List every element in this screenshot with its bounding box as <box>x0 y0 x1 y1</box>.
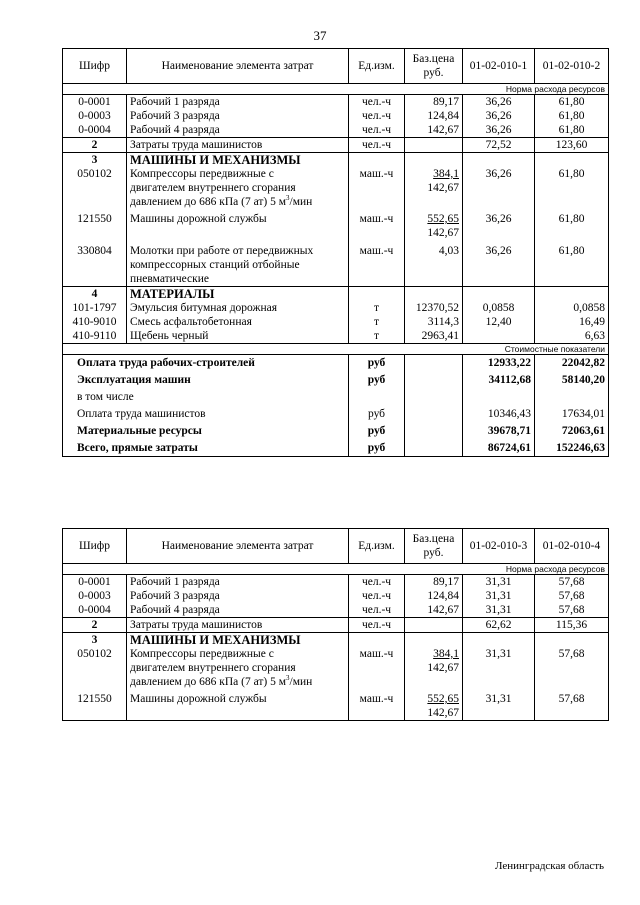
cell-name: Рабочий 3 разряда <box>127 589 349 603</box>
cell-v2: 57,68 <box>535 689 609 721</box>
cell-code: 121550 <box>63 689 127 721</box>
band-cost: Стоимостные показатели <box>63 344 609 355</box>
total-unit: руб <box>349 355 405 372</box>
header-code: Шифр <box>63 529 127 564</box>
cell-name <box>127 647 349 689</box>
cell-name: Машины дорожной службы <box>127 689 349 721</box>
cell-v1: 31,31 <box>463 589 535 603</box>
cell-v2: 61,80 <box>535 167 609 209</box>
band-row <box>63 84 609 95</box>
cell-code: 410-9010 <box>63 315 127 329</box>
cell-name: Рабочий 4 разряда <box>127 123 349 138</box>
price-labor: 142,67 <box>427 182 459 194</box>
cell-code: 2 <box>63 618 127 633</box>
cell-v1: 31,31 <box>463 647 535 689</box>
section-title: МАТЕРИАЛЫ <box>127 287 349 302</box>
table-row <box>63 109 609 123</box>
cell-v1: 72,52 <box>463 138 535 153</box>
header-price-line2: руб. <box>423 67 444 79</box>
cell-name: Щебень черный <box>127 329 349 344</box>
total-row <box>63 355 609 372</box>
cell-unit: чел.-ч <box>349 575 405 590</box>
total-v1: 86724,61 <box>463 440 535 457</box>
cell-price <box>405 209 463 240</box>
cell-unit: маш.-ч <box>349 647 405 689</box>
cell-v2: 61,80 <box>535 240 609 287</box>
header-unit: Ед.изм. <box>349 529 405 564</box>
header-price-line2: руб. <box>423 547 444 559</box>
header-price <box>405 529 463 564</box>
cell-v1 <box>463 329 535 344</box>
cell-code: 0-0001 <box>63 575 127 590</box>
cell-unit: чел.-ч <box>349 589 405 603</box>
total-v2: 22042,82 <box>535 355 609 372</box>
table-row <box>63 618 609 633</box>
cell-v2: 57,68 <box>535 603 609 618</box>
total-name: Материальные ресурсы <box>63 423 349 440</box>
cost-table-2 <box>62 528 609 721</box>
total-v1: 34112,68 <box>463 372 535 389</box>
band-norm: Норма расхода ресурсов <box>63 564 609 575</box>
total-v1: 12933,22 <box>463 355 535 372</box>
table-row <box>63 240 609 287</box>
band-row <box>63 564 609 575</box>
cell-price: 142,67 <box>405 123 463 138</box>
price-labor: 142,67 <box>427 707 459 719</box>
name-line: Компрессоры передвижные с <box>130 648 274 660</box>
cell-v2: 57,68 <box>535 589 609 603</box>
cell-v1: 31,31 <box>463 603 535 618</box>
price-main: 552,65 <box>427 213 459 225</box>
cell-v2: 61,80 <box>535 209 609 240</box>
cell-v1: 62,62 <box>463 618 535 633</box>
name-line: двигателем внутреннего сгорания <box>130 182 296 194</box>
total-v2: 58140,20 <box>535 372 609 389</box>
page-number: 37 <box>313 28 327 43</box>
cell-price: 142,67 <box>405 603 463 618</box>
header-name: Наименование элемента затрат <box>127 529 349 564</box>
cell-code: 0-0001 <box>63 95 127 110</box>
price-main: 384,1 <box>433 168 459 180</box>
cell-v1: 31,31 <box>463 575 535 590</box>
cell-price: 89,17 <box>405 95 463 110</box>
total-v1: 39678,71 <box>463 423 535 440</box>
name-line: /мин <box>289 196 313 208</box>
cell-name: Затраты труда машинистов <box>127 618 349 633</box>
section-title: МАШИНЫ И МЕХАНИЗМЫ <box>127 153 349 168</box>
total-v2: 72063,61 <box>535 423 609 440</box>
cell-name <box>127 167 349 209</box>
header-price-line1: Баз.цена <box>412 533 455 545</box>
cell-name: Эмульсия битумная дорожная <box>127 301 349 315</box>
cell-name: Рабочий 3 разряда <box>127 109 349 123</box>
table-row <box>63 315 609 329</box>
cell-v2: 6,63 <box>535 329 609 344</box>
price-labor: 142,67 <box>427 227 459 239</box>
cell-code: 121550 <box>63 209 127 240</box>
total-name: в том числе <box>63 389 349 406</box>
cell-v1: 31,31 <box>463 689 535 721</box>
cell-name: Затраты труда машинистов <box>127 138 349 153</box>
superscript: 3 <box>286 194 290 203</box>
total-unit: руб <box>349 423 405 440</box>
cell-unit: маш.-ч <box>349 209 405 240</box>
cell-v1: 36,26 <box>463 167 535 209</box>
cell-name: Рабочий 4 разряда <box>127 603 349 618</box>
cell-price <box>405 689 463 721</box>
cell-price: 124,84 <box>405 109 463 123</box>
cell-code: 0-0004 <box>63 123 127 138</box>
cell-price <box>405 167 463 209</box>
cell-unit: чел.-ч <box>349 123 405 138</box>
cell-unit: чел.-ч <box>349 109 405 123</box>
cell-price: 4,03 <box>405 240 463 287</box>
cell-v1: 0,0858 <box>463 301 535 315</box>
total-unit: руб <box>349 440 405 457</box>
total-row <box>63 440 609 457</box>
cell-code: 2 <box>63 138 127 153</box>
header-col2: 01-02-010-2 <box>535 49 609 84</box>
table-row <box>63 138 609 153</box>
cell-v1: 36,26 <box>463 95 535 110</box>
cell-v1: 36,26 <box>463 240 535 287</box>
cell-unit: чел.-ч <box>349 603 405 618</box>
header-col1: 01-02-010-3 <box>463 529 535 564</box>
name-line: Молотки при работе от передвижных <box>130 245 314 257</box>
cell-v2: 61,80 <box>535 95 609 110</box>
cell-price <box>405 138 463 153</box>
section-title: МАШИНЫ И МЕХАНИЗМЫ <box>127 633 349 648</box>
name-line: двигателем внутреннего сгорания <box>130 662 296 674</box>
cell-price: 124,84 <box>405 589 463 603</box>
section-row <box>63 633 609 648</box>
table-row <box>63 329 609 344</box>
band-norm: Норма расхода ресурсов <box>63 84 609 95</box>
cell-name: Смесь асфальтобетонная <box>127 315 349 329</box>
cell-code: 410-9110 <box>63 329 127 344</box>
section-code: 4 <box>63 287 127 302</box>
price-labor: 142,67 <box>427 662 459 674</box>
table-row <box>63 603 609 618</box>
table-header <box>63 529 609 564</box>
total-v1: 10346,43 <box>463 406 535 423</box>
cell-name: Рабочий 1 разряда <box>127 95 349 110</box>
table-row <box>63 647 609 689</box>
cell-v2: 0,0858 <box>535 301 609 315</box>
total-row <box>63 372 609 389</box>
cell-name: Рабочий 1 разряда <box>127 575 349 590</box>
cell-v2: 16,49 <box>535 315 609 329</box>
cell-v2: 123,60 <box>535 138 609 153</box>
section-code: 3 <box>63 633 127 648</box>
header-price <box>405 49 463 84</box>
name-line: /мин <box>289 676 313 688</box>
cell-name <box>127 240 349 287</box>
cell-v1: 36,26 <box>463 109 535 123</box>
cell-price: 3114,3 <box>405 315 463 329</box>
total-name: Оплата труда машинистов <box>63 406 349 423</box>
table-row <box>63 209 609 240</box>
price-main: 384,1 <box>433 648 459 660</box>
cell-price <box>405 647 463 689</box>
total-name: Оплата труда рабочих-строителей <box>63 355 349 372</box>
cell-unit: маш.-ч <box>349 689 405 721</box>
total-unit: руб <box>349 372 405 389</box>
name-line: Компрессоры передвижные с <box>130 168 274 180</box>
cell-unit: т <box>349 329 405 344</box>
band-row <box>63 344 609 355</box>
total-v2: 17634,01 <box>535 406 609 423</box>
cell-unit: т <box>349 301 405 315</box>
cell-v1: 36,26 <box>463 123 535 138</box>
cell-unit: чел.-ч <box>349 95 405 110</box>
region-footer: Ленинградская область <box>495 860 605 872</box>
header-name: Наименование элемента затрат <box>127 49 349 84</box>
table-row <box>63 589 609 603</box>
total-row <box>63 423 609 440</box>
cell-unit: чел.-ч <box>349 618 405 633</box>
cell-v2: 57,68 <box>535 647 609 689</box>
cell-unit: чел.-ч <box>349 138 405 153</box>
table-row <box>63 167 609 209</box>
cell-code: 050102 <box>63 167 127 209</box>
total-name: Всего, прямые затраты <box>63 440 349 457</box>
cell-price <box>405 618 463 633</box>
cell-v2: 61,80 <box>535 109 609 123</box>
name-line: компрессорных станций отбойные <box>130 259 300 271</box>
cell-code: 0-0003 <box>63 589 127 603</box>
total-row <box>63 406 609 423</box>
header-unit: Ед.изм. <box>349 49 405 84</box>
header-code: Шифр <box>63 49 127 84</box>
header-price-line1: Баз.цена <box>412 53 455 65</box>
table-row <box>63 575 609 590</box>
section-code: 3 <box>63 153 127 168</box>
cell-code: 330804 <box>63 240 127 287</box>
cell-unit: маш.-ч <box>349 240 405 287</box>
total-v2: 152246,63 <box>535 440 609 457</box>
cell-unit: маш.-ч <box>349 167 405 209</box>
table-row <box>63 689 609 721</box>
name-line: давлением до 686 кПа (7 ат) 5 м <box>130 196 287 208</box>
cell-code: 101-1797 <box>63 301 127 315</box>
cell-price: 12370,52 <box>405 301 463 315</box>
name-line: пневматические <box>130 273 209 285</box>
total-row <box>63 389 609 406</box>
section-row <box>63 153 609 168</box>
table-header <box>63 49 609 84</box>
table-row <box>63 123 609 138</box>
cell-code: 050102 <box>63 647 127 689</box>
cell-v2: 61,80 <box>535 123 609 138</box>
total-name: Эксплуатация машин <box>63 372 349 389</box>
cell-v2: 57,68 <box>535 575 609 590</box>
cell-v1: 36,26 <box>463 209 535 240</box>
total-unit: руб <box>349 406 405 423</box>
table-row <box>63 95 609 110</box>
header-col2: 01-02-010-4 <box>535 529 609 564</box>
cell-v1: 12,40 <box>463 315 535 329</box>
cell-v2: 115,36 <box>535 618 609 633</box>
cell-price: 2963,41 <box>405 329 463 344</box>
cell-code: 0-0003 <box>63 109 127 123</box>
header-col1: 01-02-010-1 <box>463 49 535 84</box>
cell-price: 89,17 <box>405 575 463 590</box>
cell-code: 0-0004 <box>63 603 127 618</box>
superscript: 3 <box>286 674 290 683</box>
table-row <box>63 301 609 315</box>
cell-unit: т <box>349 315 405 329</box>
cell-name: Машины дорожной службы <box>127 209 349 240</box>
name-line: давлением до 686 кПа (7 ат) 5 м <box>130 676 287 688</box>
price-main: 552,65 <box>427 693 459 705</box>
section-row <box>63 287 609 302</box>
cost-table-1 <box>62 48 609 457</box>
